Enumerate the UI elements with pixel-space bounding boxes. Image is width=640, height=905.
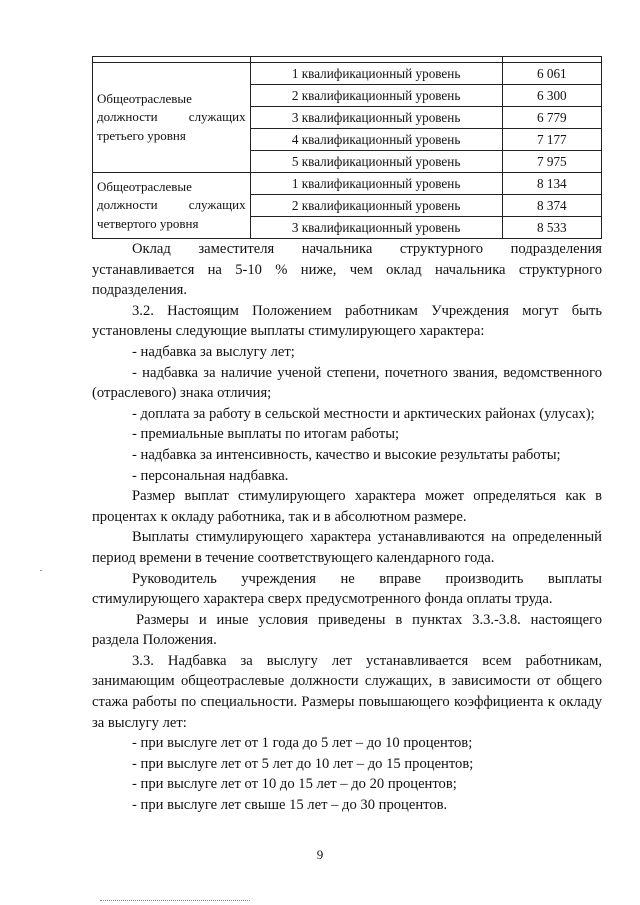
level-cell: 5 квалификационный уровень xyxy=(250,151,502,173)
level-cell: 2 квалификационный уровень xyxy=(250,85,502,107)
list-item: - доплата за работу в сельской местности и арктических районах (улусах); xyxy=(132,405,595,422)
group-label: Общеотраслевые должности служащих четвертого уровня xyxy=(93,173,251,239)
list-item: - при выслуге лет свыше 15 лет – до 30 процентов. xyxy=(132,797,448,814)
level-cell: 1 квалификационный уровень xyxy=(250,173,502,195)
amount-cell: 7 975 xyxy=(502,151,601,173)
table-row xyxy=(93,63,602,85)
amount-cell: 8 134 xyxy=(502,173,601,195)
level-cell: 2 квалификационный уровень xyxy=(250,195,502,217)
level-cell: 4 квалификационный уровень xyxy=(250,129,502,151)
amount-cell: 8 533 xyxy=(502,217,601,239)
level-cell: 3 квалификационный уровень xyxy=(250,107,502,129)
paragraph: Размер выплат стимулирующего характера может определяться как в процентах к окладу работника, так и в абсолютном размере. xyxy=(92,488,602,525)
list-item: - надбавка за интенсивность, качество и высокие результаты работы; xyxy=(132,446,561,463)
level-cell: 3 квалификационный уровень xyxy=(250,217,502,239)
list-item: - надбавка за выслугу лет; xyxy=(132,343,295,360)
paragraph: Руководитель учреждения не вправе производить выплаты стимулирующего характера сверх предусмотренного фонда оплаты труда. xyxy=(92,570,602,608)
list-item: - при выслуге лет от 10 до 15 лет – до 20 процентов; xyxy=(132,776,457,793)
paragraph: 3.2. Настоящим Положением работникам Учреждения могут быть установлены следующие выплаты стимулирующего характера: xyxy=(92,302,602,340)
list-item: - надбавка за наличие ученой степени, почетного звания, ведомственного (отраслевого) знака отличия; xyxy=(92,364,602,402)
amount-cell: 8 374 xyxy=(502,195,601,217)
paragraph: Выплаты стимулирующего характера устанавливаются на определенный период времени в течение соответствующего календарного года. xyxy=(92,529,602,566)
page-number: 9 xyxy=(316,847,324,862)
footer-rule xyxy=(100,900,250,901)
body-text xyxy=(92,239,602,816)
list-item: - при выслуге лет от 5 лет до 10 лет – до 15 процентов; xyxy=(132,755,474,772)
level-cell: 1 квалификационный уровень xyxy=(250,63,502,85)
salary-table xyxy=(92,56,602,239)
group-label: Общеотраслевые должности служащих третьего уровня xyxy=(93,63,251,173)
amount-cell: 6 300 xyxy=(502,85,601,107)
paragraph: Размеры и иные условия приведены в пунктах 3.3.-3.8. настоящего раздела Положения. xyxy=(92,611,602,649)
list-item: - премиальные выплаты по итогам работы; xyxy=(132,426,400,443)
amount-cell: 6 061 xyxy=(502,63,601,85)
amount-cell: 6 779 xyxy=(502,107,601,129)
list-item: - при выслуге лет от 1 года до 5 лет – до 10 процентов; xyxy=(132,735,473,752)
list-item: - персональная надбавка. xyxy=(132,467,289,484)
margin-mark xyxy=(40,570,42,571)
amount-cell: 7 177 xyxy=(502,129,601,151)
paragraph: Оклад заместителя начальника структурного подразделения устанавливается на 5-10 % ниже, чем оклад начальника структурного подразделения. xyxy=(92,241,602,299)
paragraph: 3.3. Надбавка за выслугу лет устанавливается всем работникам, занимающим общеотраслевые должности служащих, в зависимости от общего стажа работы по специальности. Размеры повышающего коэффициента к окладу за выслугу лет: xyxy=(92,652,602,731)
table-row xyxy=(93,173,602,195)
